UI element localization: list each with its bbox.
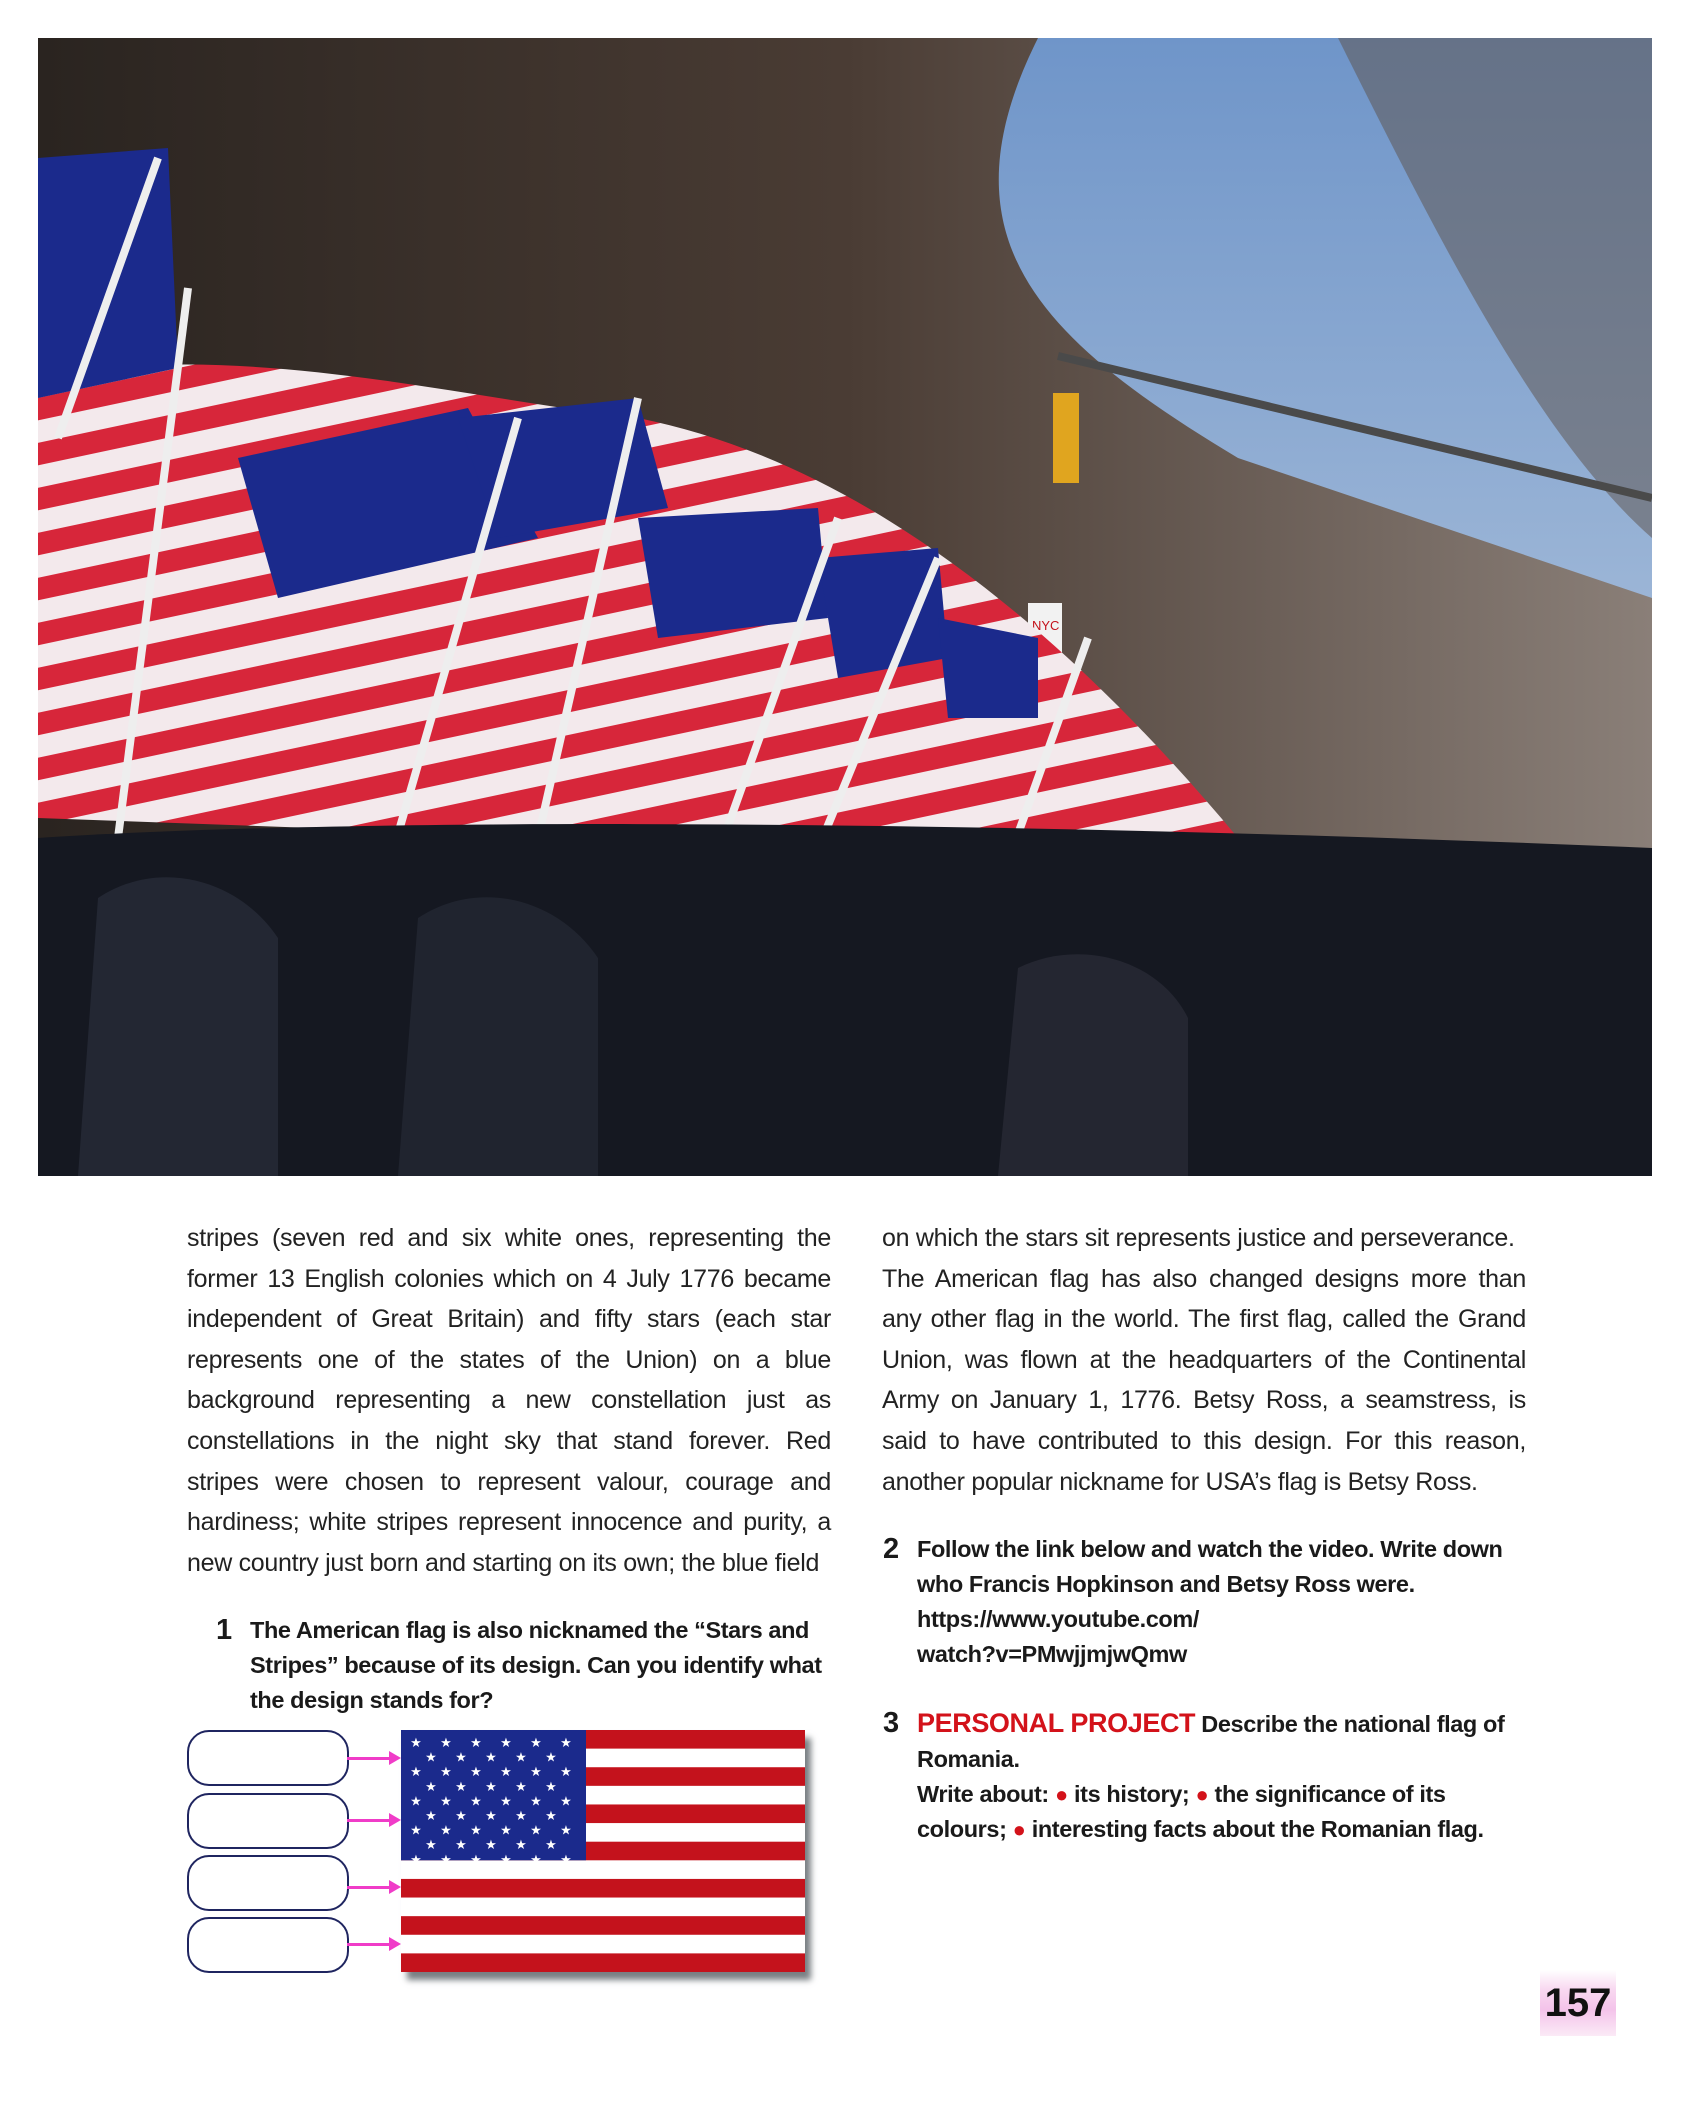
flag-star: ★ <box>440 1764 452 1780</box>
flag-star: ★ <box>470 1852 482 1868</box>
flag-star: ★ <box>500 1822 512 1838</box>
exercise-2 <box>883 1532 1537 1672</box>
flag-star: ★ <box>485 1779 497 1795</box>
right-column <box>882 1218 1526 1847</box>
flag-star: ★ <box>470 1764 482 1780</box>
flag-star: ★ <box>500 1852 512 1868</box>
body-paragraph: The American flag has also changed designs more than any other flag in the world. The first flag, called the Grand Union, was flown at the headquarters of the Continental Army on January 1, 1776. Betsy Ross, a seamstress, is said to have contributed to this design. For this reason, another popular nickname for USA’s flag is Betsy Ross. <box>882 1264 1526 1496</box>
flag-star: ★ <box>455 1837 467 1853</box>
flag-star: ★ <box>500 1793 512 1809</box>
flag-star: ★ <box>455 1779 467 1795</box>
flag-star: ★ <box>515 1808 527 1824</box>
arrow-icon <box>347 1757 397 1760</box>
bullet-icon: ● <box>1195 1782 1209 1808</box>
flag-star: ★ <box>410 1764 422 1780</box>
flag-stripe <box>401 1861 805 1880</box>
flag-star: ★ <box>560 1735 572 1751</box>
answer-box-4[interactable] <box>187 1917 349 1973</box>
answer-box-1[interactable] <box>187 1730 349 1786</box>
page-number: 157 <box>1540 1970 1616 2036</box>
bullet-item: the significance of its colours; <box>917 1781 1446 1843</box>
flag-star: ★ <box>425 1808 437 1824</box>
flag-star: ★ <box>560 1822 572 1838</box>
flag-star: ★ <box>530 1764 542 1780</box>
flag-star: ★ <box>560 1764 572 1780</box>
left-column <box>187 1218 831 1992</box>
flag-stripe <box>401 1879 805 1898</box>
flag-star: ★ <box>470 1793 482 1809</box>
flag-stripe <box>401 1935 805 1954</box>
flag-star: ★ <box>515 1837 527 1853</box>
exercise-number: 3 <box>883 1707 899 1740</box>
flag-star: ★ <box>545 1837 557 1853</box>
flag-star: ★ <box>470 1735 482 1751</box>
flag-star: ★ <box>560 1852 572 1868</box>
flag-star: ★ <box>515 1749 527 1765</box>
flag-star: ★ <box>500 1764 512 1780</box>
flag-stripe <box>401 1898 805 1917</box>
flag-star: ★ <box>485 1837 497 1853</box>
exercise-3 <box>883 1706 1537 1847</box>
flag-star: ★ <box>425 1749 437 1765</box>
write-about-label: Write about: <box>917 1781 1049 1808</box>
exercise-text: Follow the link below and watch the video. Write down who Francis Hopkinson and Betsy Ross were. <box>917 1536 1503 1598</box>
exercise-1 <box>216 1613 830 1718</box>
flag-star: ★ <box>410 1735 422 1751</box>
flag-star: ★ <box>515 1779 527 1795</box>
flag-star: ★ <box>410 1822 422 1838</box>
flag-star: ★ <box>455 1808 467 1824</box>
flag-star: ★ <box>530 1822 542 1838</box>
flag-stripe <box>401 1916 805 1935</box>
parade-flags-photo-icon <box>38 38 1652 1176</box>
video-link[interactable]: watch?v=PMwjjmjwQmw <box>917 1641 1187 1668</box>
body-text-right-column <box>882 1218 1526 1502</box>
flag-star: ★ <box>470 1822 482 1838</box>
flag-star: ★ <box>530 1852 542 1868</box>
body-text-left-column <box>187 1218 831 1583</box>
arrow-icon <box>347 1943 397 1946</box>
bullet-item: interesting facts about the Romanian flag. <box>1031 1816 1484 1843</box>
flag-star: ★ <box>530 1793 542 1809</box>
flag-star: ★ <box>545 1749 557 1765</box>
personal-project-label: PERSONAL PROJECT <box>917 1708 1196 1739</box>
flag-answer-area <box>187 1730 831 1992</box>
flag-star: ★ <box>440 1793 452 1809</box>
flag-star: ★ <box>410 1852 422 1868</box>
parade-photo <box>38 38 1652 1176</box>
bullet-icon: ● <box>1012 1817 1026 1843</box>
flag-star: ★ <box>410 1793 422 1809</box>
flag-star: ★ <box>545 1779 557 1795</box>
exercise-number: 2 <box>883 1533 899 1566</box>
answer-box-3[interactable] <box>187 1855 349 1911</box>
exercise-text: The American flag is also nicknamed the “Stars and Stripes” because of its design. Can you identify what the design stands for? <box>250 1617 822 1714</box>
svg-text:NYC: NYC <box>1032 618 1060 633</box>
flag-star: ★ <box>485 1749 497 1765</box>
arrow-icon <box>347 1819 397 1822</box>
flag-star: ★ <box>455 1749 467 1765</box>
body-paragraph: on which the stars sit represents justice and perseverance. <box>882 1224 1515 1252</box>
flag-star: ★ <box>440 1822 452 1838</box>
answer-box-2[interactable] <box>187 1793 349 1849</box>
american-flag-icon <box>401 1730 805 1972</box>
exercise-number: 1 <box>216 1614 232 1647</box>
flag-star: ★ <box>425 1779 437 1795</box>
flag-star: ★ <box>485 1808 497 1824</box>
flag-star: ★ <box>500 1735 512 1751</box>
flag-star: ★ <box>530 1735 542 1751</box>
flag-star: ★ <box>440 1852 452 1868</box>
flag-stripe <box>401 1954 805 1973</box>
flag-star: ★ <box>425 1837 437 1853</box>
bullet-item: its history; <box>1074 1781 1190 1808</box>
body-paragraph: stripes (seven red and six white ones, representing the former 13 English colonies which on 4 July 1776 became independent of Great Britain) and fifty stars (each star represents one of the states of the Union) on a blue background representing a new constellation just as constellations in the night sky that stand forever. Red stripes were chosen to represent valour, courage and hardiness; white stripes represent innocence and purity, a new country just born and starting on its own; the blue field <box>187 1224 831 1577</box>
bullet-icon: ● <box>1054 1782 1068 1808</box>
arrow-icon <box>347 1886 397 1889</box>
flag-star: ★ <box>560 1793 572 1809</box>
exercise-text: Describe the national flag of Romania. <box>917 1711 1505 1773</box>
flag-star: ★ <box>440 1735 452 1751</box>
video-link[interactable]: https://www.youtube.com/ <box>917 1606 1199 1633</box>
flag-star: ★ <box>545 1808 557 1824</box>
